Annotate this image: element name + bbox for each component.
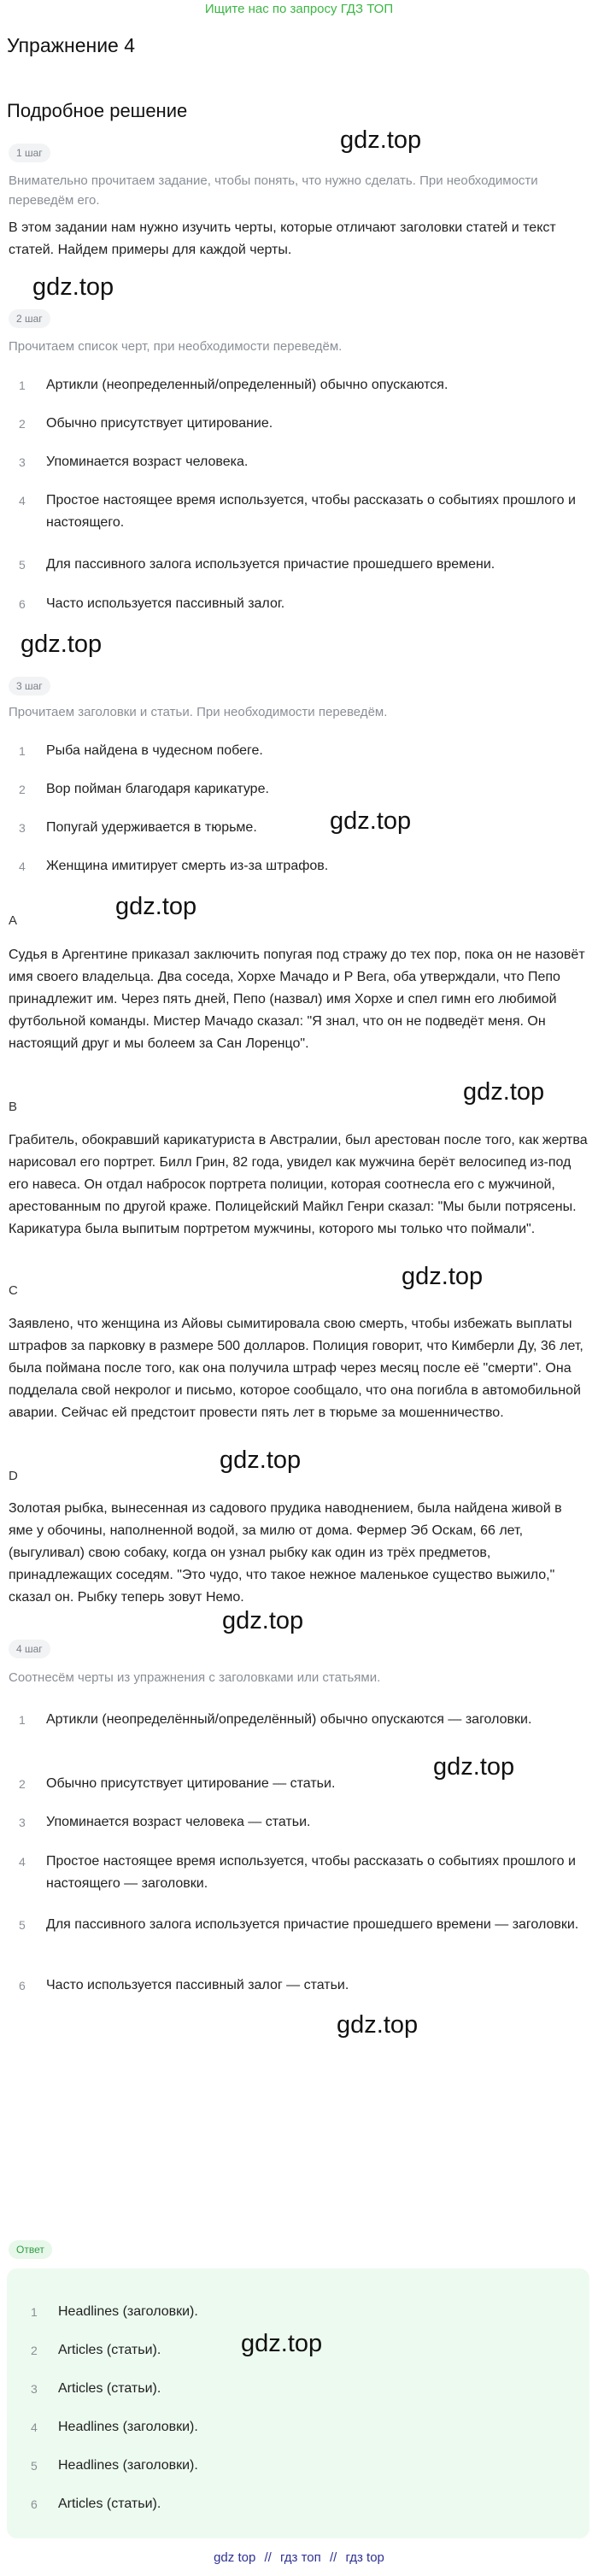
watermark: gdz.top [220, 1446, 302, 1474]
list-item-text: Упоминается возраст человека — статьи. [46, 1815, 311, 1829]
footer-separator: // [264, 2550, 272, 2565]
answer-item-text: Headlines (заголовки). [58, 2420, 198, 2434]
watermark: gdz.top [402, 1263, 484, 1290]
list-item-text: Часто используется пассивный залог. [46, 596, 285, 611]
article-b-text: Грабитель, обокравший карикатуриста в Австралии, был арестован после того, как жертва нарисовал его портрет. Билл Грин, 82 года, увидел как мужчина берёт велосипед из-под его навеса. Он отдал набросок портрета полиции, которая соотнесла его с мужчиной, арестованным по другой краже. Полицейский Майкл Генри сказал: "Мы были потрясены. Карикатура была выпитым портретом мужчины, которого мы только что поймали". [9, 1133, 588, 1236]
watermark: gdz.top [241, 2330, 323, 2357]
watermark: gdz.top [32, 273, 114, 301]
watermark: gdz.top [115, 893, 197, 920]
article-d-text: Золотая рыбка, вынесенная из садового прудика наводнением, была найдена живой в яме у обочины, наполненной водой, за милю от дома. Фермер Эб Оскам, 66 лет, (выгуливал) свою собаку, когда он узнал рыбку как один из трёх предметов, принадлежащих соседям. "Это чудо, что такое нежное маленькое существо выжило," сказал он. Рыбку теперь зовут Немо. [9, 1501, 562, 1605]
step-4-badge: 4 шаг [9, 1640, 50, 1658]
answer-item-text: Headlines (заголовки). [58, 2458, 198, 2473]
article-a-letter: A [9, 913, 18, 928]
answer-item-text: Articles (статьи). [58, 2381, 161, 2396]
step-1-hint: Внимательно прочитаем задание, чтобы понять, что нужно сделать. При необходимости переведём его. [9, 173, 538, 208]
article-a-text: Судья в Аргентине приказал заключить попугая под стражу до тех пор, пока он не назовёт имя своего владельца. Два соседа, Хорхе Мачадо и Р Вега, оба утверждали, что Пепо принадлежит им. Через пять дней, Пепо (назвал) имя Хорхе и спел гимн его любимой футбольной команды. Мистер Мачадо сказал: "Я знал, что он не подведёт меня. Он настоящий друг и мы болеем за Сан Лоренцо". [9, 948, 585, 1051]
step-3-badge: 3 шаг [9, 677, 50, 695]
step-1-text: В этом задании нам нужно изучить черты, которые отличают заголовки статей и текст статей. Найдем примеры для каждой черты. [9, 220, 556, 257]
answer-item-text: Headlines (заголовки). [58, 2304, 198, 2319]
list-item-text: Попугай удерживается в тюрьме. [46, 820, 257, 835]
watermark: gdz.top [340, 126, 422, 154]
step-2-hint: Прочитаем список черт, при необходимости переведём. [9, 339, 343, 354]
watermark: gdz.top [337, 2011, 419, 2039]
watermark: gdz.top [330, 807, 412, 835]
step-1-badge: 1 шаг [9, 144, 50, 162]
answer-badge: Ответ [9, 2240, 52, 2259]
watermark: gdz.top [463, 1078, 545, 1106]
footer-separator: // [329, 2550, 337, 2565]
watermark: gdz.top [433, 1753, 515, 1781]
article-c-text: Заявлено, что женщина из Айовы сымитировала свою смерть, чтобы избежать выплаты штрафов за парковку в размере 500 долларов. Полиция говорит, что Кимберли Ду, 36 лет, была поймана после того, как она получила штраф через месяц после её "смерти". Она подделала свой некролог и письмо, которое сообщало, что она погибла в автомобильной аварии. Сейчас ей предстоит провести пять лет в тюрьме за мошенничество. [9, 1317, 583, 1420]
article-b-letter: B [9, 1100, 18, 1114]
footer-link-gdz-top-mixed[interactable]: гдз top [345, 2550, 384, 2565]
footer-link-gdz-top-ru[interactable]: гдз топ [280, 2550, 321, 2565]
list-item-text: Артикли (неопределённый/определённый) обычно опускаются — заголовки. [46, 1712, 532, 1727]
step-3-hint: Прочитаем заголовки и статьи. При необходимости переведём. [9, 705, 388, 719]
list-item-text: Простое настоящее время используется, чтобы рассказать о событиях прошлого и настоящего — заголовки. [46, 1854, 576, 1891]
list-item-text: Женщина имитирует смерть из-за штрафов. [46, 859, 329, 873]
article-d-letter: D [9, 1469, 18, 1483]
list-item-text: Для пассивного залога используется причастие прошедшего времени. [46, 557, 495, 572]
list-item-text: Обычно присутствует цитирование. [46, 416, 273, 431]
answer-item-text: Articles (статьи). [58, 2343, 161, 2357]
step-4-hint: Соотнесём черты из упражнения с заголовками или статьями. [9, 1670, 381, 1685]
article-c-letter: C [9, 1283, 18, 1298]
list-item-text: Рыба найдена в чудесном побеге. [46, 743, 263, 758]
solution-subtitle: Подробное решение [7, 100, 188, 121]
footer-links [0, 2550, 598, 2565]
list-item-text: Простое настоящее время используется, чтобы рассказать о событиях прошлого и настоящего. [46, 493, 576, 530]
top-banner[interactable]: Ищите нас по запросу ГДЗ ТОП [204, 2, 394, 16]
watermark: gdz.top [21, 631, 103, 658]
footer-link-gdz-top[interactable]: gdz top [214, 2550, 256, 2565]
list-item-text: Вор пойман благодаря карикатуре. [46, 782, 269, 796]
page-title: Упражнение 4 [7, 34, 136, 56]
list-item-text: Для пассивного залога используется причастие прошедшего времени — заголовки. [46, 1917, 579, 1932]
answer-item-text: Articles (статьи). [58, 2497, 161, 2511]
list-item-text: Часто используется пассивный залог — статьи. [46, 1978, 349, 1992]
list-item-text: Упоминается возраст человека. [46, 455, 249, 469]
step-2-badge: 2 шаг [9, 309, 50, 328]
list-item-text: Обычно присутствует цитирование — статьи. [46, 1776, 336, 1791]
watermark: gdz.top [222, 1607, 304, 1634]
list-item-text: Артикли (неопределенный/определенный) обычно опускаются. [46, 378, 448, 392]
